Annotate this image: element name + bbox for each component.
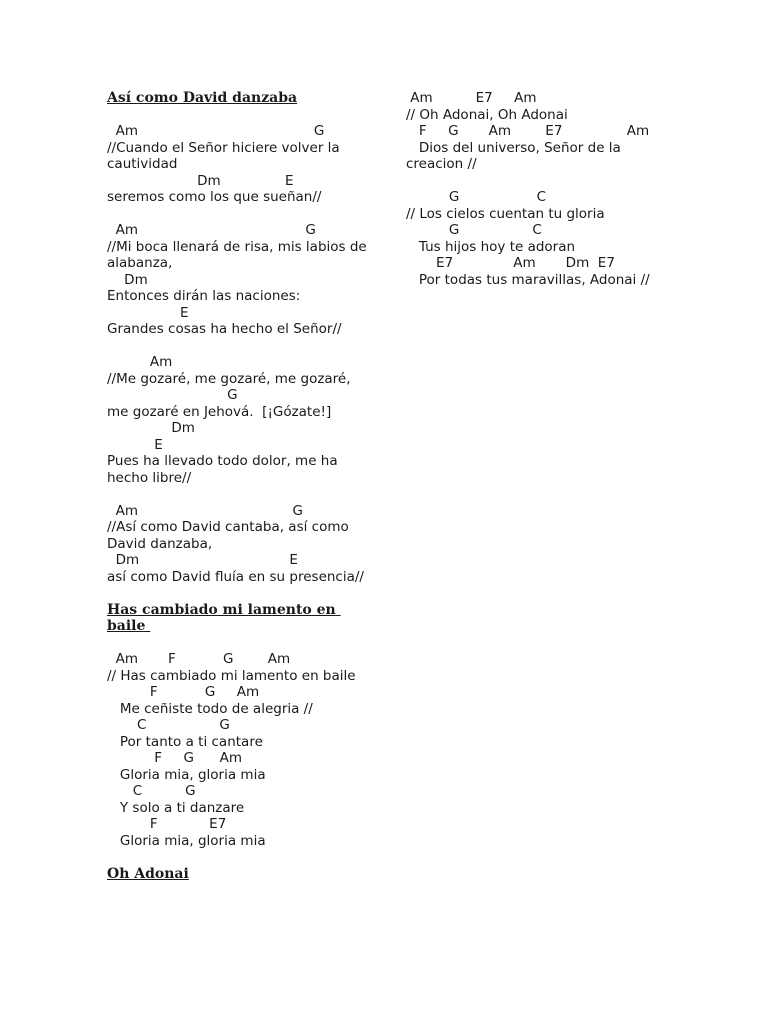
lyric-line: Por tanto a ti cantare bbox=[107, 733, 263, 750]
lyric-line: Gloria mia, gloria mia bbox=[107, 832, 266, 849]
lyric-line: seremos como los que sueñan// bbox=[107, 189, 322, 205]
chord-line: Am G bbox=[107, 502, 303, 519]
blank-line bbox=[107, 206, 369, 223]
chord-line: Am bbox=[107, 354, 173, 370]
chord-line: G C bbox=[406, 222, 542, 238]
lyric-line: // Has cambiado mi lamento en baile bbox=[107, 667, 356, 684]
lyric-line: // Oh Adonai, Oh Adonai bbox=[406, 106, 568, 123]
chord-line: C G bbox=[107, 783, 196, 799]
chord-line: G bbox=[107, 387, 238, 403]
chord-line: E bbox=[107, 436, 163, 453]
lyric-line: Pues ha llevado todo dolor, me ha hecho libre// bbox=[107, 453, 342, 486]
chord-line: F G Am bbox=[107, 684, 260, 700]
lyric-line: Me ceñiste todo de alegria // bbox=[107, 700, 313, 717]
chord-line: Am G bbox=[107, 123, 325, 139]
chord-line: F G Am E7 Am bbox=[406, 123, 650, 139]
blank-line bbox=[107, 486, 369, 503]
chord-line: Dm E bbox=[107, 552, 298, 568]
chord-line: Am F G Am bbox=[107, 651, 291, 667]
chord-line: G C bbox=[406, 189, 547, 205]
blank-line bbox=[107, 107, 369, 124]
chord-line: C G bbox=[107, 717, 230, 733]
song-title: Así como David danzaba bbox=[107, 90, 298, 106]
lyric-line: Y solo a ti danzare bbox=[107, 799, 245, 816]
lyric-line: Dios del universo, Señor de la creacion // bbox=[406, 139, 626, 172]
chord-line: Am E7 Am bbox=[406, 90, 537, 106]
lyric-line: así como David fluía en su presencia// bbox=[107, 568, 364, 585]
chord-line: E7 Am Dm E7 bbox=[406, 255, 615, 271]
blank-line bbox=[406, 173, 668, 190]
song-title: Oh Adonai bbox=[107, 865, 189, 882]
lyric-line: //Mi boca llenará de risa, mis labios de alabanza, bbox=[107, 238, 372, 271]
lyric-line: //Me gozaré, me gozaré, me gozaré, bbox=[107, 370, 351, 387]
lyric-line: //Así como David cantaba, así como David danzaba, bbox=[107, 519, 354, 552]
blank-line bbox=[107, 338, 369, 355]
blank-line bbox=[107, 635, 369, 652]
chord-line: F E7 bbox=[107, 816, 227, 832]
chord-line: F G Am bbox=[107, 750, 243, 766]
lyric-line: //Cuando el Señor hiciere volver la cautividad bbox=[107, 139, 345, 172]
lyric-line: me gozaré en Jehová. [¡Gózate!] bbox=[107, 403, 332, 420]
lyric-line: Por todas tus maravillas, Adonai // bbox=[406, 271, 650, 288]
lyric-line: Entonces dirán las naciones: bbox=[107, 288, 301, 304]
chord-line: Dm bbox=[107, 271, 148, 288]
song-title: Has cambiado mi lamento en baile bbox=[107, 601, 341, 634]
chord-line: E bbox=[107, 304, 189, 321]
lyric-line: Gloria mia, gloria mia bbox=[107, 766, 266, 783]
chord-line: Dm bbox=[107, 420, 195, 436]
chord-line: Am G bbox=[107, 222, 316, 238]
chord-line: Dm E bbox=[107, 172, 294, 189]
left-column bbox=[107, 90, 372, 882]
blank-line bbox=[107, 585, 369, 602]
lyric-line: // Los cielos cuentan tu gloria bbox=[406, 205, 605, 222]
lyric-line: Grandes cosas ha hecho el Señor// bbox=[107, 321, 342, 337]
lyric-line: Tus hijos hoy te adoran bbox=[406, 238, 576, 255]
blank-line bbox=[107, 849, 369, 866]
right-column bbox=[406, 90, 668, 288]
